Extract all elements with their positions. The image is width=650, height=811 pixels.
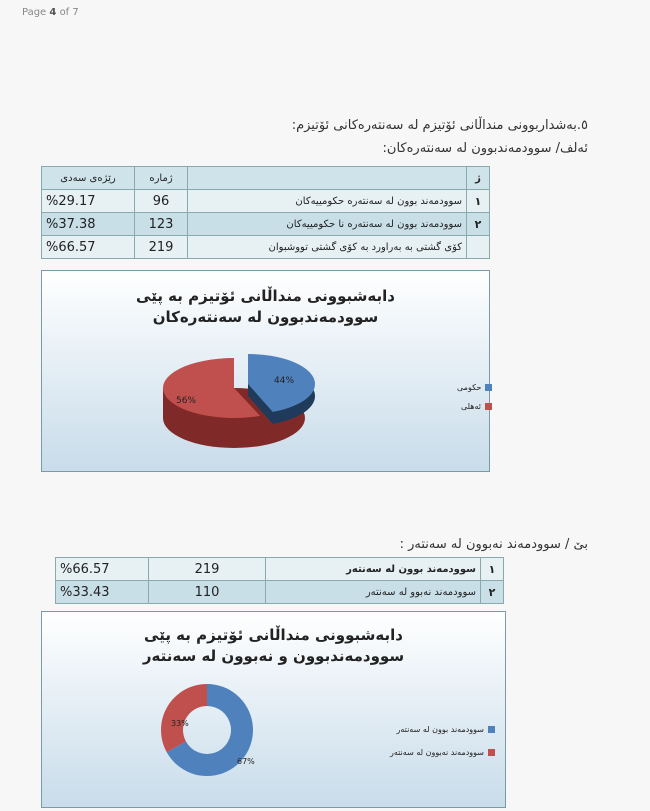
- label-cell: سوودمەند بوون لە سەنتەرە حکومییەکان: [188, 190, 467, 213]
- section-heading: ٥.بەشداربوونی منداڵانی ئۆتیزم لە سەنتەرەکانی ئۆتیزم:: [291, 118, 588, 133]
- chart-centers: [41, 270, 490, 472]
- table-header-row: [42, 167, 490, 190]
- donut-label-no-benefit: 33%: [171, 719, 189, 728]
- sub-a-heading: ئەلف/ سوودمەندبوون لە سەنتەرەکان:: [382, 141, 588, 156]
- legend-label: حکومی: [457, 383, 482, 392]
- count-cell: 96: [135, 190, 188, 213]
- table-row: [42, 190, 490, 213]
- index-cell: [467, 236, 490, 259]
- index-cell: ١: [481, 558, 504, 581]
- count-cell: 110: [149, 581, 266, 604]
- pie1-label-nonprofit: 56%: [176, 396, 197, 406]
- legend-label: سوودمەند نەبوون لە سەنتەر: [389, 748, 484, 757]
- col-index-header: ژ: [467, 167, 490, 190]
- legend-item: [380, 725, 495, 734]
- chart2-svg: [42, 612, 505, 807]
- chart2-title: دابەشبوونی منداڵانی ئۆتیزم بە پێی سوودمەندبوون و نەبوون لە سەنتەر: [142, 626, 405, 665]
- table-row: [42, 213, 490, 236]
- page-indicator: Page 4 of 7: [22, 7, 79, 18]
- table-centers: [41, 166, 490, 259]
- percent-cell: %29.17: [42, 190, 135, 213]
- percent-cell: %37.38: [42, 213, 135, 236]
- chart-benefit: [41, 611, 506, 808]
- table-row: [56, 558, 504, 581]
- legend-item: [380, 748, 495, 757]
- legend-item: [457, 383, 492, 392]
- index-cell: ٢: [481, 581, 504, 604]
- index-cell: ٢: [467, 213, 490, 236]
- legend-label: سوودمەند بوون لە سەنتەر: [396, 725, 484, 734]
- pie1-label-government: 44%: [274, 376, 295, 386]
- donut-label-benefit: 67%: [237, 757, 255, 766]
- legend-item: [457, 402, 492, 411]
- count-cell: 219: [135, 236, 188, 259]
- sub-b-heading: بێ / سوودمەند نەبوون لە سەنتەر :: [399, 537, 588, 552]
- chart1-title: دابەشبوونی منداڵانی ئۆتیزم بە پێی سوودمەندبوون لە سەنتەرەکان: [136, 287, 395, 326]
- table-benefit: [55, 557, 504, 604]
- col-label-header: [188, 167, 467, 190]
- label-cell: سوودمەند بوون لە سەنتەرە نا حکومییەکان: [188, 213, 467, 236]
- col-percent-header: رێژەی سەدی: [42, 167, 135, 190]
- index-cell: ١: [467, 190, 490, 213]
- label-cell: کۆی گشتی بە بەراورد بە کۆی گشتی تووشبوان: [188, 236, 467, 259]
- count-cell: 123: [135, 213, 188, 236]
- chart1-svg: [42, 271, 489, 471]
- chart2-legend: [380, 725, 495, 767]
- legend-label: ئەهلی: [460, 402, 481, 411]
- label-cell: سوودمەند نەبوو لە سەنتەر: [266, 581, 481, 604]
- percent-cell: %66.57: [42, 236, 135, 259]
- table-row: [56, 581, 504, 604]
- percent-cell: %66.57: [56, 558, 149, 581]
- chart1-legend: [457, 383, 492, 421]
- count-cell: 219: [149, 558, 266, 581]
- col-count-header: ژمارە: [135, 167, 188, 190]
- table-row: [42, 236, 490, 259]
- label-cell: سوودمەند بوون لە سەنتەر: [266, 558, 481, 581]
- percent-cell: %33.43: [56, 581, 149, 604]
